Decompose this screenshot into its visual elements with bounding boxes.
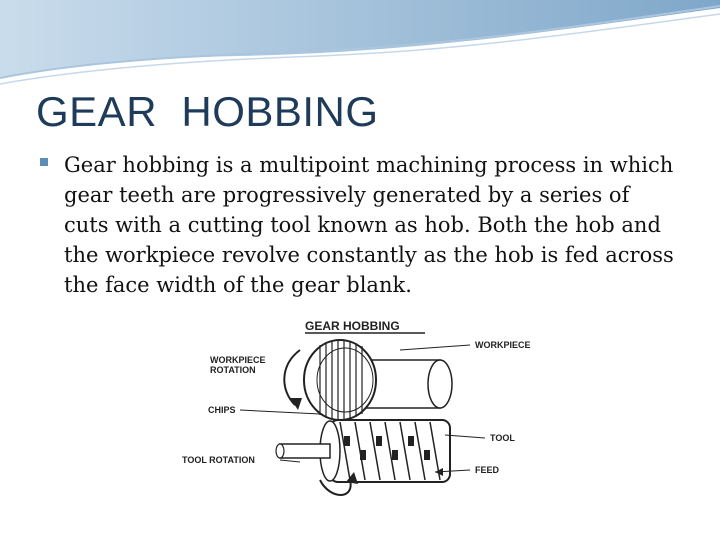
slide-title: GEAR HOBBING <box>36 88 379 135</box>
label-workpiece: WORKPIECE <box>475 340 531 350</box>
label-feed: FEED <box>475 465 500 475</box>
label-workpiece-rotation-1: WORKPIECE <box>210 355 266 365</box>
label-tool: TOOL <box>490 433 515 443</box>
workpiece-rotation-arrow <box>284 350 300 405</box>
square-bullet-icon <box>40 158 48 166</box>
bullet-item <box>40 150 680 300</box>
bullet-text: Gear hobbing is a multipoint machining process in which gear teeth are progressively generated by a series of cuts with a cutting tool known as hob. Both the hob and the workpiece revolve constantly as the hob is fed across the face width of the gear blank. <box>64 153 674 297</box>
figure-title: GEAR HOBBING <box>305 319 400 333</box>
header-wave-decoration <box>0 0 720 90</box>
gear-hobbing-diagram <box>170 310 555 518</box>
workpiece-shaft <box>365 360 452 408</box>
gear-workpiece <box>304 340 376 420</box>
hob-cutting-tool <box>276 420 450 482</box>
label-tool-rotation: TOOL ROTATION <box>182 455 255 465</box>
label-chips: CHIPS <box>208 405 236 415</box>
label-workpiece-rotation-2: ROTATION <box>210 365 256 375</box>
